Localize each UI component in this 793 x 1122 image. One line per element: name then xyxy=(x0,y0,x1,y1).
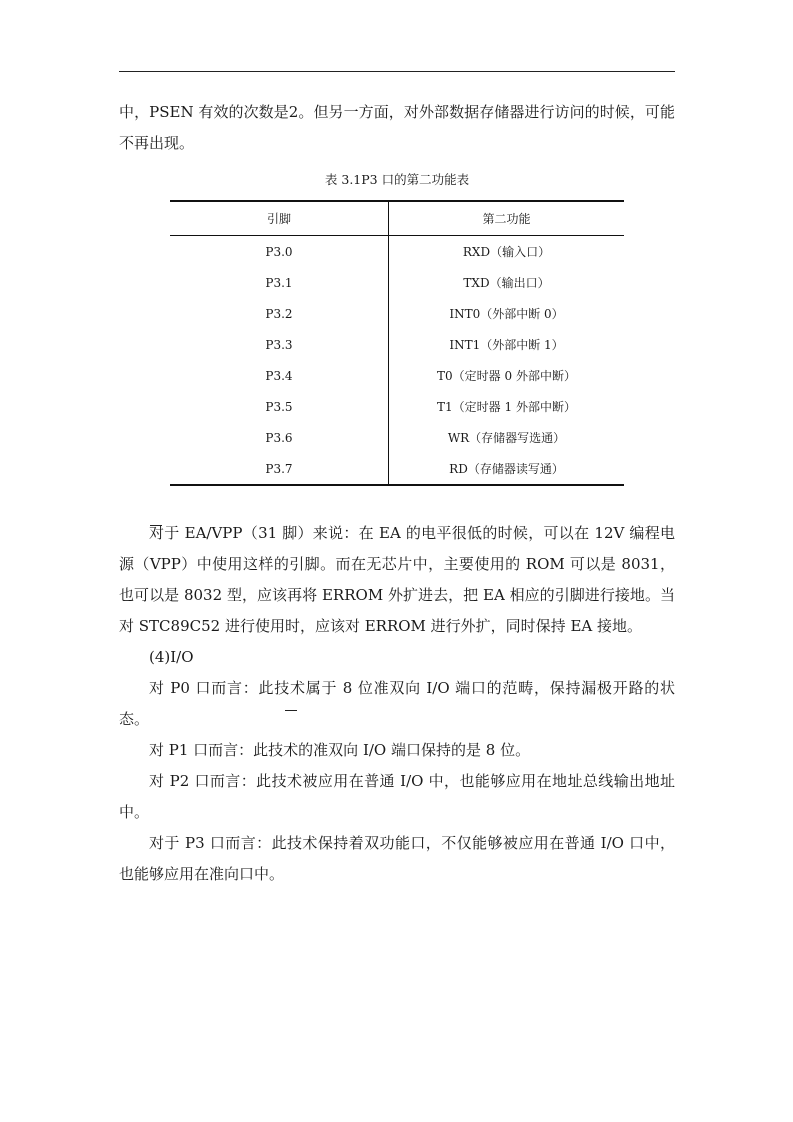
paragraph-psen: 中，PSEN 有效的次数是2。但另一方面，对外部数据存储器进行访问的时候，可能不再出现。 xyxy=(119,103,675,152)
cell-function: TXD（输出口） xyxy=(463,276,550,290)
paragraph-ea-vpp: 对于 EA/VPP（31 脚）来说：在 EA 的电平很低的时候，可以在 12V 编程电源（VPP）中使用这样的引脚。而在无芯片中，主要使用的 ROM 可以是 8031，也可以是 8032 型，应该再将 ERROM 外扩进去，把 EA 相应的引脚进行接地。当对 STC89C52 进行使用时，应该对 ERROM 进行外扩，同时保持 EA 接地。 xyxy=(119,524,675,635)
table-row xyxy=(170,422,624,453)
paragraph-p1: 对 P1 口而言：此技术的准双向 I/O 端口保持的是 8 位。 xyxy=(149,741,531,759)
header-rule xyxy=(119,71,675,72)
cell-function: RD（存储器读写通） xyxy=(449,462,564,476)
header-function: 第二功能 xyxy=(482,212,531,226)
table-row xyxy=(170,360,624,391)
table-row xyxy=(170,298,624,329)
paragraph-p0: 对 P0 口而言：此技术属于 8 位准双向 I/O 端口的范畴，保持漏极开路的状态。 xyxy=(119,679,675,728)
table-header-row xyxy=(170,201,624,236)
p3-function-table xyxy=(170,200,624,486)
header-pin: 引脚 xyxy=(170,201,389,236)
table-row xyxy=(170,329,624,360)
paragraph-p3: 对于 P3 口而言：此技术保持着双功能口，不仅能够被应用在普通 I/O 口中，也能够应用在准向口中。 xyxy=(119,834,675,883)
table-row xyxy=(170,391,624,422)
cell-function: T0（定时器 0 外部中断） xyxy=(437,369,576,383)
cell-function: T1（定时器 1 外部中断） xyxy=(437,400,576,414)
cell-pin: P3.7 xyxy=(170,453,389,485)
cell-pin: P3.2 xyxy=(170,298,389,329)
cell-pin: P3.4 xyxy=(170,360,389,391)
table-caption: 表 3.1P3 口的第二功能表 xyxy=(324,172,470,187)
cell-pin: P3.0 xyxy=(170,236,389,268)
cell-pin: P3.3 xyxy=(170,329,389,360)
cell-function: INT0（外部中断 0） xyxy=(449,307,564,321)
cell-function: INT1（外部中断 1） xyxy=(449,338,564,352)
cell-pin: P3.6 xyxy=(170,422,389,453)
paragraph-io-heading: (4)I/O xyxy=(149,648,194,666)
cell-pin: P3.5 xyxy=(170,391,389,422)
table-row xyxy=(170,236,624,268)
cell-function: WR（存储器写选通） xyxy=(447,431,566,445)
table-row xyxy=(170,453,624,485)
paragraph-p2: 对 P2 口而言：此技术被应用在普通 I/O 中，也能够应用在地址总线输出地址中。 xyxy=(119,772,675,821)
cell-pin: P3.1 xyxy=(170,267,389,298)
table-row xyxy=(170,267,624,298)
cell-function: RXD（输入口） xyxy=(462,245,551,259)
